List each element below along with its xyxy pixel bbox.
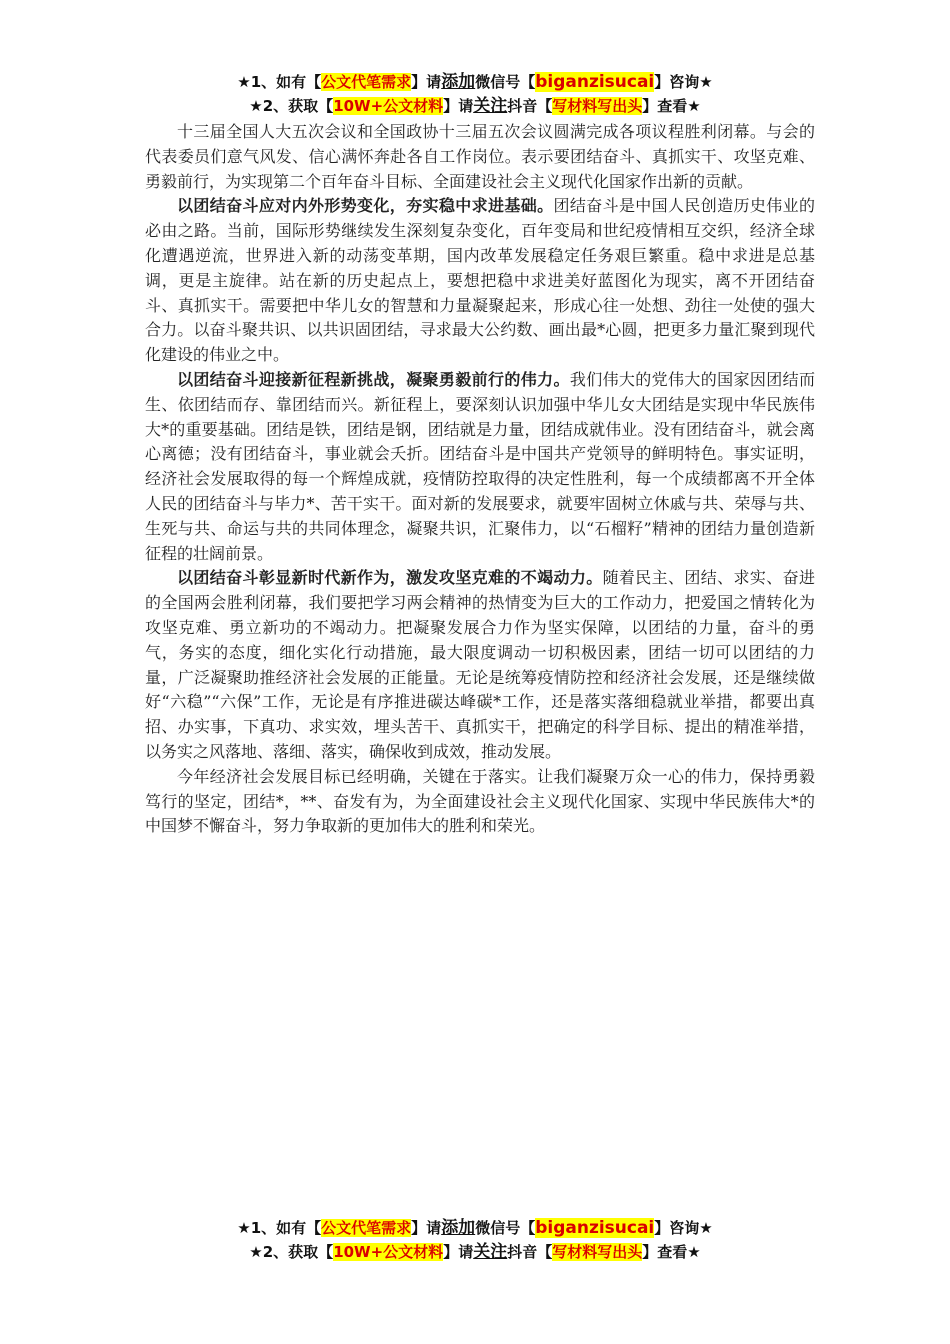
highlight-materials: 10W+公文材料 [333,1243,444,1261]
highlight-materials: 10W+公文材料 [333,97,444,115]
banner-text: 微信号【 [475,73,536,91]
header-banner [0,70,950,118]
underlined-word: 添加 [441,1218,476,1238]
highlight-wechat-id: biganzisucai [535,1218,655,1238]
banner-text: 】咨询★ [654,1219,713,1237]
underlined-word: 关注 [473,1242,508,1262]
banner-text: 】查看★ [642,1243,701,1261]
banner-text: 】咨询★ [654,73,713,91]
banner-line-1 [0,1216,950,1240]
paragraph-section-3 [145,566,815,764]
banner-text: ★1、如有【 [237,1219,322,1237]
highlight-douyin: 写材料写出头 [552,97,643,115]
paragraph-text: 随着民主、团结、求实、奋进的全国两会胜利闭幕，我们要把学习两会精神的热情变为巨大的工作动力，把爱国之情转化为攻坚克难、勇立新功的不竭动力。把凝聚发展合力作为坚实保障，以团结的力量，奋斗的勇气，务实的态度，细化实化行动措施，最大限度调动一切积极因素，团结一切可以团结的力量，广泛凝聚助推经济社会发展的正能量。无论是统筹疫情防控和经济社会发展，还是继续做好“六稳”“六保”工作，无论是有序推进碳达峰碳*工作，还是落实落细稳就业举措，都要出真招、办实事，下真功、求实效，埋头苦干、真抓实干，把确定的科学目标、提出的精准举措，以务实之风落地、落细、落实，确保收到成效，推动发展。 [145,568,815,761]
paragraph-text: 我们伟大的党伟大的国家因团结而生、依团结而存、靠团结而兴。新征程上，要深刻认识加强中华儿女大团结是实现中华民族伟大*的重要基础。团结是铁，团结是钢，团结就是力量，团结成就伟业。没有团结奋斗，就会离心离德；没有团结奋斗，事业就会夭折。团结奋斗是中国共产党领导的鲜明特色。事实证明，经济社会发展取得的每一个辉煌成就，疫情防控取得的决定性胜利，每一个成绩都离不开全体人民的团结奋斗与毕力*、苦干实干。面对新的发展要求，就要牢固树立休戚与共、荣辱与共、生死与共、命运与共的共同体理念，凝聚共识，汇聚伟力，以“石榴籽”精神的团结力量创造新征程的壮阔前景。 [145,369,815,563]
paragraph-conclusion [145,765,815,839]
paragraph-section-1 [145,194,815,368]
highlight-douyin: 写材料写出头 [552,1243,643,1261]
section-heading: 以团结奋斗彰显新时代新作为，激发攻坚克难的不竭动力。 [177,568,603,588]
banner-text: 微信号【 [475,1219,536,1237]
section-heading: 以团结奋斗应对内外形势变化，夯实稳中求进基础。 [177,196,554,216]
banner-text: 】请 [411,73,442,91]
highlight-wechat-id: biganzisucai [535,72,655,92]
banner-text: 】请 [411,1219,442,1237]
banner-text: 】查看★ [642,97,701,115]
underlined-word: 关注 [473,96,508,116]
article-body [145,120,815,839]
banner-line-2 [0,94,950,118]
paragraph-text: 团结奋斗是中国人民创造历史伟业的必由之路。当前，国际形势继续发生深刻复杂变化，百年变局和世纪疫情相互交织，经济全球化遭遇逆流，世界进入新的动荡变革期，国内改革发展稳定任务艰巨繁重。稳中求进是总基调，更是主旋律。站在新的历史起点上，要想把稳中求进美好蓝图化为现实，离不开团结奋斗、真抓实干。需要把中华儿女的智慧和力量凝聚起来，形成心往一处想、劲往一处使的强大合力。以奋斗聚共识、以共识固团结，寻求最大公约数、画出最*心圆，把更多力量汇聚到现代化建设的伟业之中。 [145,196,815,365]
banner-text: ★2、获取【 [249,1243,334,1261]
underlined-word: 添加 [441,72,476,92]
banner-text: ★1、如有【 [237,73,322,91]
paragraph-section-2 [145,368,815,566]
footer-banner [0,1216,950,1264]
section-heading: 以团结奋斗迎接新征程新挑战，凝聚勇毅前行的伟力。 [177,369,570,389]
highlight-service: 公文代笔需求 [321,73,412,91]
paragraph-text: 今年经济社会发展目标已经明确，关键在于落实。让我们凝聚万众一心的伟力，保持勇毅笃行的坚定，团结*，**、奋发有为，为全面建设社会主义现代化国家、实现中华民族伟大*的中国梦不懈奋斗，努力争取新的更加伟大的胜利和荣光。 [145,766,815,836]
banner-line-2 [0,1240,950,1264]
highlight-service: 公文代笔需求 [321,1219,412,1237]
banner-text: 】请 [443,1243,474,1261]
paragraph-intro [145,120,815,194]
paragraph-text: 十三届全国人大五次会议和全国政协十三届五次会议圆满完成各项议程胜利闭幕。与会的代表委员们意气风发、信心满怀奔赴各自工作岗位。表示要团结奋斗、真抓实干、攻坚克难、勇毅前行，为实现第二个百年奋斗目标、全面建设社会主义现代化国家作出新的贡献。 [145,122,815,191]
banner-text: ★2、获取【 [249,97,334,115]
banner-line-1 [0,70,950,94]
banner-text: 抖音【 [507,1243,553,1261]
banner-text: 】请 [443,97,474,115]
banner-text: 抖音【 [507,97,553,115]
